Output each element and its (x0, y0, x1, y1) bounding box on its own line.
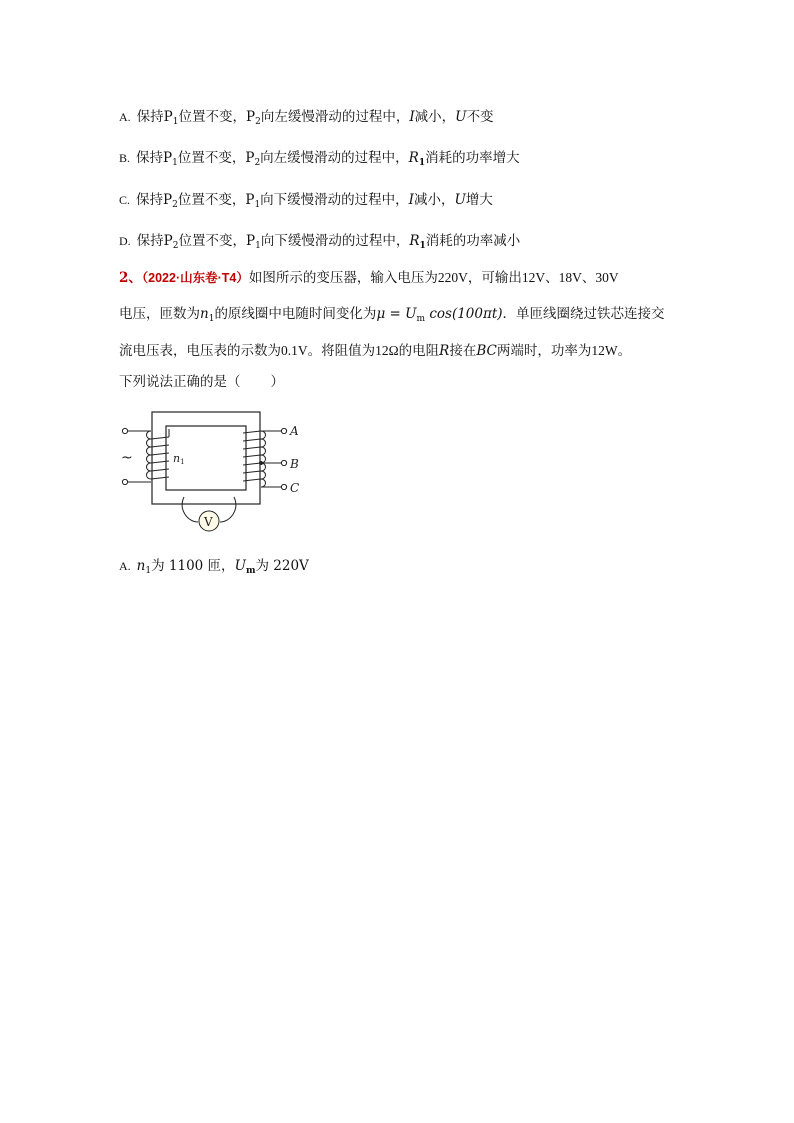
question-source: （2022·山东卷·T4） (141, 271, 249, 285)
question-line-2: 电压，匝数为$n_1$的原线圈中电随时间变化为$\mu = U_m$ cos(100πt)．单匝线圈绕过铁芯连接交 (119, 306, 665, 324)
coil-label: n1 (173, 452, 185, 466)
question-number: 2、 (119, 270, 142, 286)
option-a: A. 保持$P_1$位置不变，$P_2$向左缓慢滑动的过程中，I减小，U不变 (119, 109, 494, 127)
option-letter: A. (119, 559, 131, 573)
input-terminal-bottom (122, 479, 127, 484)
question-line-4: 下列说法正确的是（ ） (119, 374, 284, 390)
option-letter: B. (119, 151, 131, 165)
option-c: C. 保持$P_2$位置不变，$P_1$向下缓慢滑动的过程中，I减小，U增大 (119, 192, 493, 210)
terminal-c-circle (281, 484, 286, 489)
option-letter: D. (119, 234, 131, 248)
option-d: D. 保持$P_2$位置不变，$P_1$向下缓慢滑动的过程中，$R_1$消耗的功率减小 (119, 233, 521, 251)
terminal-a-circle (281, 428, 286, 433)
terminal-a-label: A (290, 424, 299, 438)
question-line-1: 2、（2022·山东卷·T4）如图所示的变压器，输入电压为220V，可输出12V、18V、30V (119, 270, 619, 286)
ac-symbol: ~ (121, 450, 133, 466)
tap-dot (259, 461, 263, 465)
voltmeter-label: V (204, 515, 213, 529)
transformer-diagram (118, 410, 318, 535)
option-b: B. 保持$P_1$位置不变，$P_2$向左缓慢滑动的过程中，$R_1$消耗的功率增大 (119, 150, 520, 168)
input-terminal-top (122, 428, 127, 433)
answer-option-a: A. $n_1$为 1100 匝，$U_m$为 220V (119, 558, 309, 576)
option-letter: A. (119, 110, 131, 124)
terminal-b-circle (281, 460, 286, 465)
terminal-b-label: B (290, 457, 299, 471)
question-line-3: 流电压表，电压表的示数为0.1V。将阻值为12Ω的电阻R接在BC两端时，功率为12W。 (119, 343, 632, 359)
terminal-c-label: C (290, 481, 300, 495)
voltage-formula: μ = U (376, 306, 417, 322)
option-letter: C. (119, 193, 131, 207)
